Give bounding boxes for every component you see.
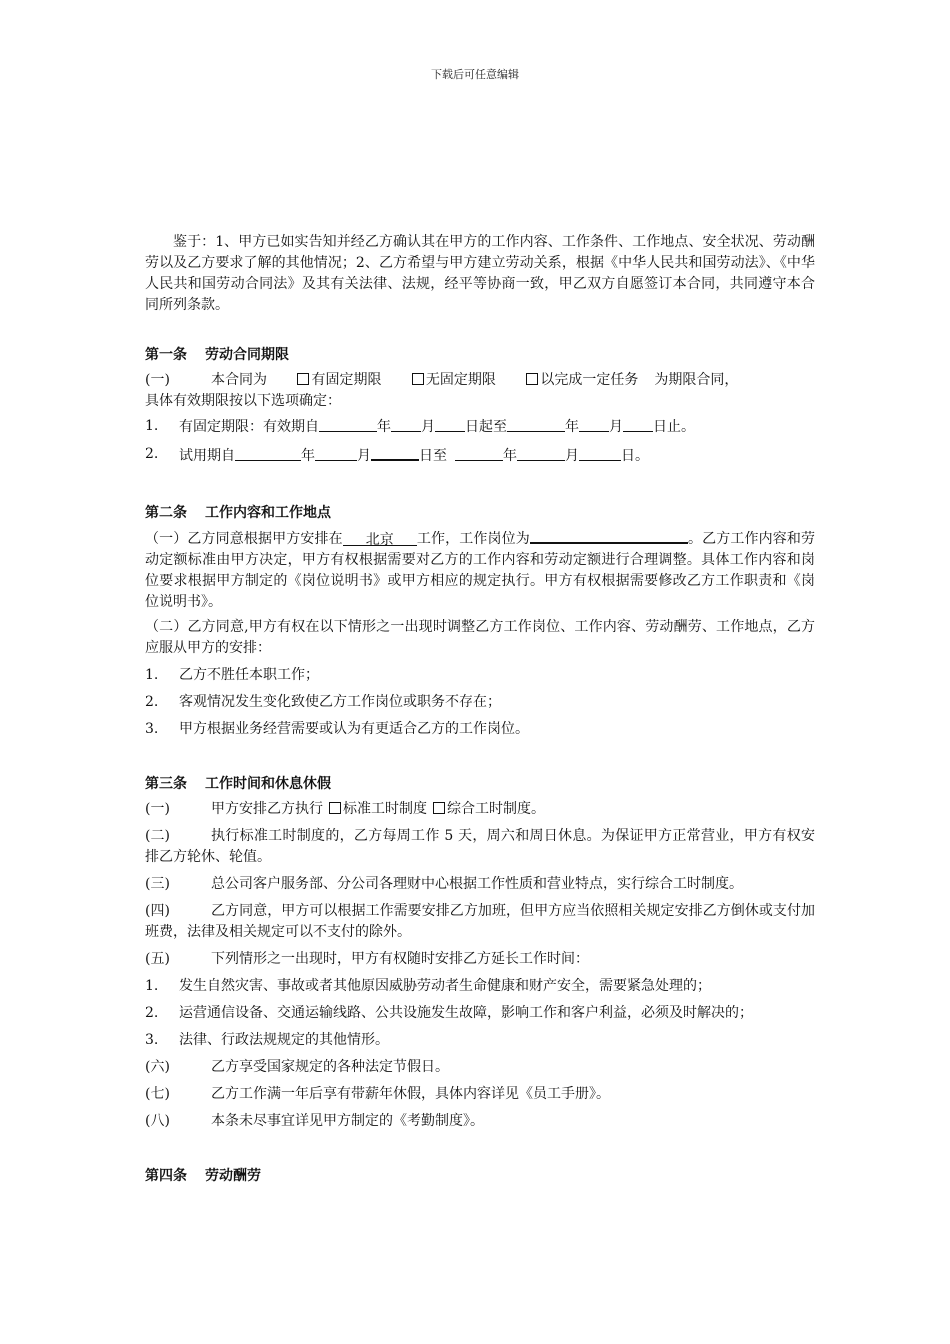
day-blank[interactable] bbox=[623, 416, 653, 432]
label-day-end: 日止。 bbox=[653, 419, 695, 435]
list-item bbox=[145, 976, 815, 997]
checkbox-icon[interactable] bbox=[329, 802, 341, 814]
clause-text: 工作，工作岗位为 bbox=[416, 531, 530, 547]
clause-mark: (八) bbox=[145, 1113, 170, 1129]
item-mark: 2. bbox=[145, 694, 159, 710]
list-item bbox=[145, 1030, 815, 1051]
article-1-item-2 bbox=[145, 444, 815, 467]
item-mark: 2. bbox=[145, 1005, 159, 1021]
clause-text: 总公司客户服务部、分公司各理财中心根据工作性质和营业特点，实行综合工时制度。 bbox=[211, 876, 743, 892]
article-4-heading bbox=[145, 1166, 815, 1187]
clause-mark: (二) bbox=[145, 828, 170, 844]
label-year: 年 bbox=[301, 448, 315, 464]
list-item bbox=[145, 719, 815, 740]
clause-mark: (五) bbox=[145, 951, 170, 967]
clause-text: 本合同为 bbox=[211, 372, 267, 388]
month-blank[interactable] bbox=[579, 416, 609, 432]
article-1-number: 第一条 bbox=[145, 347, 187, 363]
article-3-clause-2 bbox=[145, 826, 815, 868]
clause-text: 执行标准工时制度的，乙方每周工作 5 天，周六和周日休息。为保证甲方正常营业，甲方有权安排乙方轮休、轮值。 bbox=[145, 828, 815, 865]
item-text: 运营通信设备、交通运输线路、公共设施发生故障，影响工作和客户利益，必须及时解决的； bbox=[179, 1005, 753, 1021]
article-2-number: 第二条 bbox=[145, 505, 187, 521]
option-task-based: 以完成一定任务 bbox=[540, 372, 639, 388]
clause-text: 乙方享受国家规定的各种法定节假日。 bbox=[211, 1059, 449, 1075]
clause-mark: (一) bbox=[145, 372, 170, 388]
article-3-clause-1 bbox=[145, 799, 815, 820]
list-item bbox=[145, 692, 815, 713]
item-mark: 1. bbox=[145, 978, 159, 994]
article-1-clause-1 bbox=[145, 370, 815, 391]
clause-text: 下列情形之一出现时，甲方有权随时安排乙方延长工作时间： bbox=[211, 951, 589, 967]
clause-text: 甲方安排乙方执行 bbox=[211, 801, 323, 817]
month-blank[interactable] bbox=[315, 445, 357, 461]
checkbox-icon[interactable] bbox=[433, 802, 445, 814]
label-year: 年 bbox=[503, 448, 517, 464]
article-3-number: 第三条 bbox=[145, 776, 187, 792]
work-location-value: 北京 bbox=[365, 532, 394, 548]
article-2-title: 工作内容和工作地点 bbox=[205, 505, 331, 521]
article-1-item-1 bbox=[145, 416, 815, 438]
item-mark: 3. bbox=[145, 1032, 159, 1048]
option-fixed-term: 有固定期限 bbox=[311, 372, 382, 388]
clause-text: 为期限合同， bbox=[654, 372, 739, 388]
clause-text: 乙方工作满一年后享有带薪年休假，具体内容详见《员工手册》。 bbox=[211, 1086, 610, 1102]
clause-mark: (一) bbox=[145, 801, 170, 817]
article-3-clause-4 bbox=[145, 901, 815, 943]
month-blank[interactable] bbox=[391, 416, 421, 432]
list-item bbox=[145, 1003, 815, 1024]
job-position-blank[interactable] bbox=[530, 527, 688, 544]
article-1-heading bbox=[145, 345, 815, 366]
option-standard-hours: 标准工时制度 bbox=[343, 801, 427, 817]
day-blank[interactable] bbox=[435, 416, 465, 432]
label-day-to: 日至 bbox=[419, 448, 447, 464]
article-4-number: 第四条 bbox=[145, 1168, 187, 1184]
article-3-clause-6 bbox=[145, 1057, 815, 1078]
clause-mark: (七) bbox=[145, 1086, 170, 1102]
item-text: 发生自然灾害、事故或者其他原因威胁劳动者生命健康和财产安全，需要紧急处理的； bbox=[179, 978, 711, 994]
item-text: 有固定期限：有效期自 bbox=[179, 419, 319, 435]
label-month: 月 bbox=[565, 448, 579, 464]
year-blank[interactable] bbox=[455, 445, 503, 461]
label-month: 月 bbox=[609, 419, 623, 435]
article-2-clause-1 bbox=[145, 527, 815, 613]
label-month: 月 bbox=[421, 419, 435, 435]
checkbox-icon[interactable] bbox=[412, 373, 424, 385]
article-3-clause-5 bbox=[145, 949, 815, 970]
article-2-clause-2: （二）乙方同意,甲方有权在以下情形之一出现时调整乙方工作岗位、工作内容、劳动酬劳、工作地点，乙方应服从甲方的安排： bbox=[145, 619, 815, 656]
item-mark: 3. bbox=[145, 721, 159, 737]
clause-text: 本条未尽事宜详见甲方制定的《考勤制度》。 bbox=[211, 1113, 484, 1129]
list-item bbox=[145, 665, 815, 686]
page-header-note: 下载后可任意编辑 bbox=[431, 68, 519, 81]
article-3-clause-3 bbox=[145, 874, 815, 895]
article-2-heading bbox=[145, 503, 815, 524]
item-text: 客观情况发生变化致使乙方工作岗位或职务不存在； bbox=[179, 694, 501, 710]
item-mark: 1. bbox=[145, 667, 159, 683]
clause-text: 。乙方工作内容和劳动定额标准由甲方决定，甲方有权根据需要对乙方的工作内容和劳动定额进行合理调整。具体工作内容和岗位要求根据甲方制定的《岗位说明书》或甲方相应的规定执行。甲方有权根据需要修改乙方工作职责和《岗位说明书》。 bbox=[145, 531, 815, 610]
work-location-field[interactable] bbox=[343, 530, 417, 546]
clause-text: （一）乙方同意根据甲方安排在 bbox=[145, 531, 343, 547]
clause-text: 乙方同意，甲方可以根据工作需要安排乙方加班，但甲方应当依照相关规定安排乙方倒休或支付加班费，法律及相关规定可以不支付的除外。 bbox=[145, 903, 815, 940]
month-blank[interactable] bbox=[517, 445, 565, 461]
clause-mark: (四) bbox=[145, 903, 170, 919]
option-no-fixed-term: 无固定期限 bbox=[425, 372, 496, 388]
label-month: 月 bbox=[357, 448, 371, 464]
clause-mark: (六) bbox=[145, 1059, 170, 1075]
item-text: 法律、行政法规规定的其他情形。 bbox=[179, 1032, 389, 1048]
article-3-clause-8 bbox=[145, 1111, 815, 1132]
option-comprehensive-hours: 综合工时制度。 bbox=[447, 801, 545, 817]
day-blank[interactable] bbox=[371, 444, 419, 461]
article-4-title: 劳动酬劳 bbox=[205, 1168, 261, 1184]
article-1-clause-1-cont: 具体有效期限按以下选项确定： bbox=[145, 393, 341, 409]
item-mark: 1. bbox=[145, 418, 159, 434]
label-year: 年 bbox=[565, 419, 579, 435]
label-day-end: 日。 bbox=[621, 448, 649, 464]
clause-mark: (三) bbox=[145, 876, 170, 892]
article-3-clause-7 bbox=[145, 1084, 815, 1105]
article-3-heading bbox=[145, 774, 815, 795]
item-text: 乙方不胜任本职工作； bbox=[179, 667, 319, 683]
item-text: 试用期自 bbox=[179, 448, 235, 464]
item-text: 甲方根据业务经营需要或认为有更适合乙方的工作岗位。 bbox=[179, 721, 529, 737]
checkbox-icon[interactable] bbox=[297, 373, 309, 385]
article-1-title: 劳动合同期限 bbox=[205, 347, 289, 363]
label-day-from: 日起至 bbox=[465, 419, 507, 435]
intro-paragraph: 鉴于：1、甲方已如实告知并经乙方确认其在甲方的工作内容、工作条件、工作地点、安全状况、劳动酬劳以及乙方要求了解的其他情况；2、乙方希望与甲方建立劳动关系，根据《中华人民共和国劳动法》、《中华人民共和国劳动合同法》及其有关法律、法规，经平等协商一致，甲乙双方自愿签订本合同，共同遵守本合同所列条款。 bbox=[145, 234, 815, 313]
day-blank[interactable] bbox=[579, 445, 621, 461]
document-body bbox=[145, 232, 815, 1187]
article-3-title: 工作时间和休息休假 bbox=[205, 776, 331, 792]
label-year: 年 bbox=[377, 419, 391, 435]
item-mark: 2. bbox=[145, 446, 159, 462]
year-blank[interactable] bbox=[319, 416, 377, 432]
checkbox-icon[interactable] bbox=[526, 373, 538, 385]
year-blank[interactable] bbox=[235, 445, 301, 461]
year-blank[interactable] bbox=[507, 416, 565, 432]
